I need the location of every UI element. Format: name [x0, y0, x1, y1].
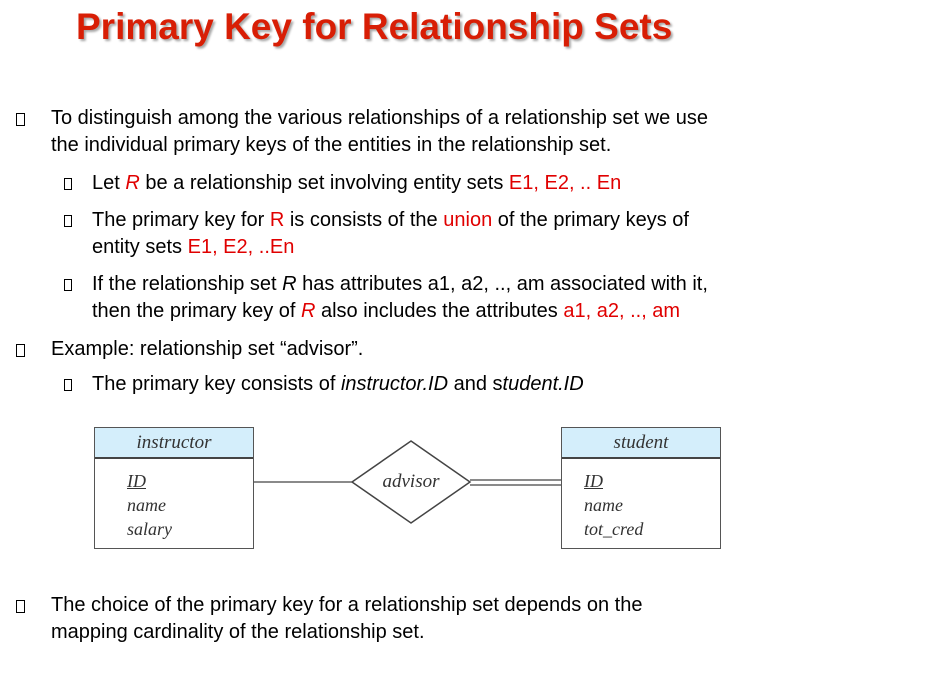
attribute: name [127, 495, 166, 515]
text-segment: of the primary keys of [492, 209, 689, 231]
text-segment: The primary key for [92, 209, 270, 231]
bullet-3-line-2: mapping cardinality of the relationship set. [51, 621, 425, 643]
attribute: salary [127, 519, 172, 539]
entity-sets-list: E1, E2, .. En [508, 172, 622, 194]
key-instructor-id: instructor.ID [340, 373, 449, 395]
text-segment: also includes the attributes [315, 300, 564, 322]
text-segment: s [492, 373, 503, 395]
entity-instructor [94, 427, 254, 549]
entity-student [561, 427, 721, 549]
relationship-symbol: R [300, 300, 316, 322]
entity-name: student [562, 428, 720, 459]
relationship-label: advisor [382, 471, 440, 492]
bullet-2-text: Example: relationship set “advisor”. [51, 338, 364, 360]
text-segment: is consists of the [284, 209, 444, 231]
text-segment: be a relationship set involving entity sets [139, 172, 509, 194]
text-segment: entity sets [92, 236, 188, 258]
text-segment: Let [92, 172, 126, 194]
relationship-symbol: R [269, 209, 285, 231]
bullet-3-line-1: The choice of the primary key for a relationship set depends on the [51, 594, 643, 616]
entity-name: instructor [95, 428, 253, 459]
text-segment: The primary key consists of [92, 373, 341, 395]
bullet-1-line-1: To distinguish among the various relationships of a relationship set we use [51, 107, 709, 129]
slide-title: Primary Key for Relationship Sets [76, 6, 673, 47]
attributes-list: a1, a2, .., am [563, 300, 681, 322]
relationship-symbol: R [282, 273, 297, 295]
bullet-marker [16, 600, 25, 613]
attribute-primary-key: ID [127, 471, 146, 491]
relationship-symbol: R [125, 172, 140, 194]
attribute-primary-key: ID [584, 471, 603, 491]
attribute: name [584, 495, 623, 515]
key-student-id: tudent.ID [502, 373, 584, 395]
union-term: union [443, 209, 493, 231]
text-segment: and [448, 373, 493, 395]
bullet-3-text [51, 592, 642, 646]
attribute: tot_cred [584, 519, 644, 539]
bullet-1-line-2: the individual primary keys of the entities in the relationship set. [51, 134, 612, 156]
entity-sets-list: E1, E2, ..En [187, 236, 295, 258]
text-segment: has attributes a1, a2, .., am associated with it, [296, 273, 708, 295]
text-segment: If the relationship set [92, 273, 283, 295]
text-segment: then the primary key of [92, 300, 301, 322]
